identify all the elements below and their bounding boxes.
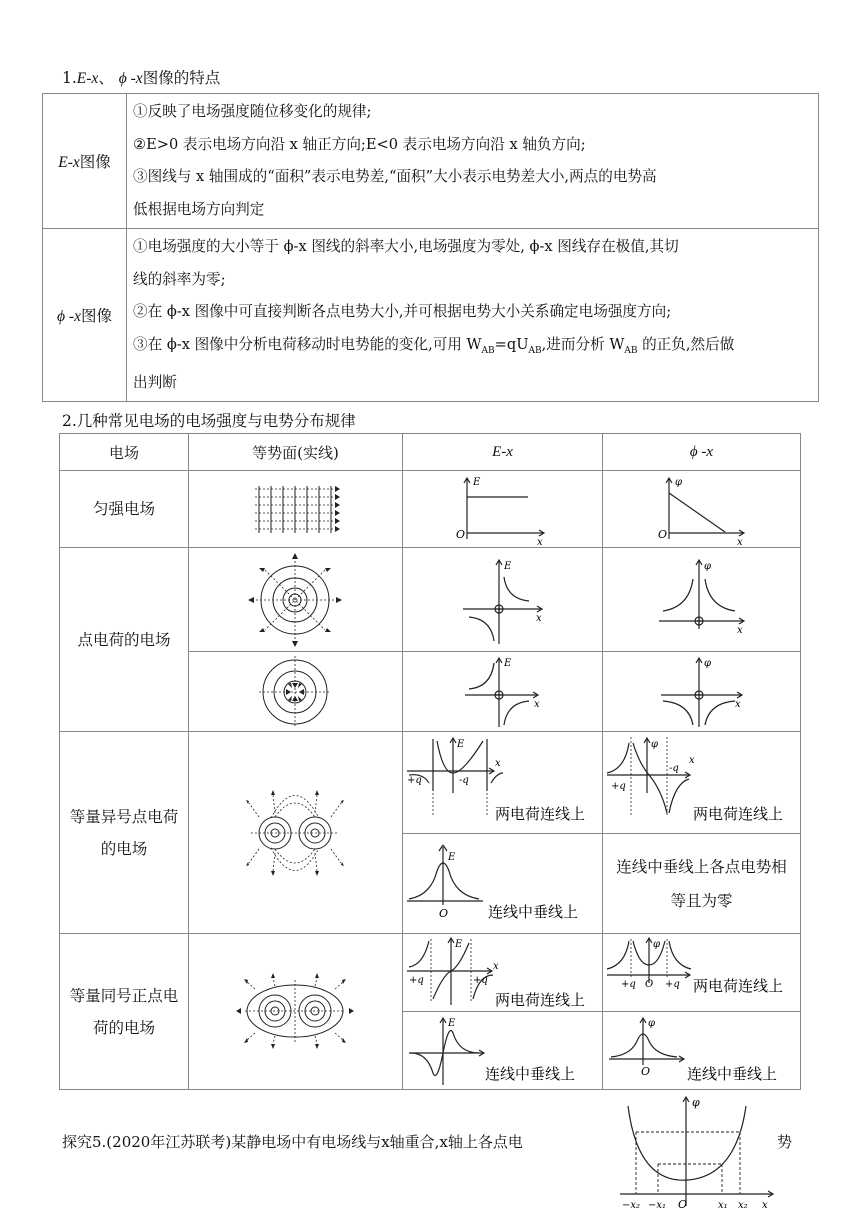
field-point-charge: 点电荷的电场 <box>60 548 189 732</box>
svg-text:x: x <box>534 698 540 710</box>
positive-charge-equipotential <box>189 548 403 652</box>
svg-text:x₁: x₁ <box>718 1200 728 1211</box>
svg-text:x: x <box>688 754 695 766</box>
svg-text:连线中垂线上: 连线中垂线上 <box>686 1064 777 1083</box>
svg-text:x: x <box>736 537 743 547</box>
field-uniform: 匀强电场 <box>60 471 189 548</box>
section1-heading: 1.E-x、 ϕ -x图像的特点 <box>62 69 221 87</box>
svg-text:E: E <box>448 851 456 863</box>
svg-text:+q: +q <box>473 974 488 986</box>
svg-text:φ: φ <box>703 560 711 572</box>
negative-charge-equipotential <box>189 652 403 732</box>
svg-text:连线中垂线上: 连线中垂线上 <box>485 1064 576 1083</box>
svg-text:O: O <box>644 978 654 990</box>
svg-text:x: x <box>495 757 501 769</box>
svg-text:连线中垂线上: 连线中垂线上 <box>488 902 579 921</box>
svg-text:φ: φ <box>703 657 711 669</box>
svg-text:φ: φ <box>674 477 682 488</box>
opposite-charges-phix-online <box>602 732 800 834</box>
opposite-charges-ex-online <box>403 732 603 834</box>
positive-charge-phix-graph <box>602 548 800 652</box>
uniform-equipotential-diagram <box>189 471 403 548</box>
svg-text:x: x <box>493 960 499 972</box>
svg-text:E: E <box>473 477 481 488</box>
svg-text:两电荷连线上: 两电荷连线上 <box>495 804 586 823</box>
field-distribution-table <box>59 433 801 1090</box>
opposite-charges-equipotential <box>189 732 403 934</box>
svg-text:两电荷连线上: 两电荷连线上 <box>692 804 783 823</box>
field-same-charges: 等量同号正点电 荷的电场 <box>60 934 189 1090</box>
phix-description: ①电场强度的大小等于 ϕ-x 图线的斜率大小,电场强度为零处, ϕ-x 图线存在极值,其切 线的斜率为零; ②在 ϕ-x 图像中可直接判断各点电势大小,并可根据电势大小关系确定电场强度方向; ③在 ϕ-x 图像中分析电荷移动时电势能的变化,可用 $W_{AB}=qU_{AB}$,进而分析 $W_{AB}$ 的正负,然后做 出判断 <box>127 229 819 402</box>
svg-text:x: x <box>536 612 542 624</box>
ex-description: ①反映了电场强度随位移变化的规律; ②E>0 表示电场方向沿 x 轴正方向;E<0 表示电场方向沿 x 轴负方向; ③图线与 x 轴围成的“面积”表示电势差,“面积”大小表示电势差大小,两点的电势高 低根据电场方向判定 <box>127 94 819 229</box>
svg-text:两电荷连线上: 两电荷连线上 <box>692 976 783 995</box>
svg-text:−x₂: −x₂ <box>622 1200 641 1211</box>
explore-phi-graph <box>618 1094 778 1212</box>
svg-text:φ: φ <box>650 738 658 750</box>
svg-text:−x₁: −x₁ <box>648 1200 667 1211</box>
svg-text:O: O <box>640 1064 651 1078</box>
svg-text:x: x <box>734 698 741 710</box>
svg-text:O: O <box>657 528 668 541</box>
field-opposite-charges: 等量异号点电荷 的电场 <box>60 732 189 934</box>
positive-charge-ex-graph <box>403 548 603 652</box>
svg-text:+q: +q <box>620 978 636 990</box>
header-ex: E-x <box>403 434 603 471</box>
svg-text:-q: -q <box>668 762 679 774</box>
characteristics-table <box>42 93 819 402</box>
negative-charge-phix-graph <box>602 652 800 732</box>
uniform-ex-graph <box>403 471 603 548</box>
header-phix: ϕ -x <box>602 434 800 471</box>
svg-text:+q: +q <box>409 974 424 986</box>
svg-text:φ: φ <box>652 938 660 950</box>
svg-text:O: O <box>678 1198 688 1211</box>
svg-text:x₂: x₂ <box>738 1200 748 1211</box>
header-field: 电场 <box>60 434 189 471</box>
section2-heading: 2.几种常见电场的电场强度与电势分布规律 <box>62 412 356 430</box>
opposite-charges-phix-perp: 连线中垂线上各点电势相 等且为零 <box>602 834 800 934</box>
svg-text:x: x <box>736 624 743 636</box>
svg-text:两电荷连线上: 两电荷连线上 <box>495 990 586 1009</box>
ex-label-cell: E-x图像 <box>43 94 127 229</box>
uniform-phix-graph <box>602 471 800 548</box>
svg-text:E: E <box>448 1017 456 1029</box>
svg-text:E: E <box>504 560 512 572</box>
same-charges-equipotential <box>189 934 403 1090</box>
same-charges-ex-perp <box>403 1012 603 1090</box>
same-charges-phix-perp <box>602 1012 800 1090</box>
same-charges-ex-online <box>403 934 603 1012</box>
header-equipotential: 等势面(实线) <box>189 434 403 471</box>
svg-text:E: E <box>504 657 512 669</box>
svg-text:E: E <box>455 938 463 950</box>
explore-question-text: 探究5.(2020年江苏联考)某静电场中有电场线与x轴重合,x轴上各点电 <box>62 1133 523 1151</box>
negative-charge-ex-graph <box>403 652 603 732</box>
svg-text:x: x <box>537 537 543 547</box>
svg-text:φ: φ <box>692 1096 700 1109</box>
svg-text:+q: +q <box>664 978 680 990</box>
svg-text:+q: +q <box>610 780 626 792</box>
svg-text:-q: -q <box>459 774 469 786</box>
svg-text:x: x <box>762 1200 768 1211</box>
explore-question-trail: 势 <box>777 1133 793 1151</box>
svg-text:O: O <box>456 528 466 541</box>
svg-text:φ: φ <box>647 1017 655 1029</box>
opposite-charges-ex-perp <box>403 834 603 934</box>
same-charges-phix-online <box>602 934 800 1012</box>
uniform-field-lines-figure <box>189 471 401 547</box>
svg-text:O: O <box>439 906 449 920</box>
svg-text:+q: +q <box>407 774 422 786</box>
svg-text:E: E <box>457 738 465 750</box>
phix-label-cell: ϕ -x图像 <box>43 229 127 402</box>
